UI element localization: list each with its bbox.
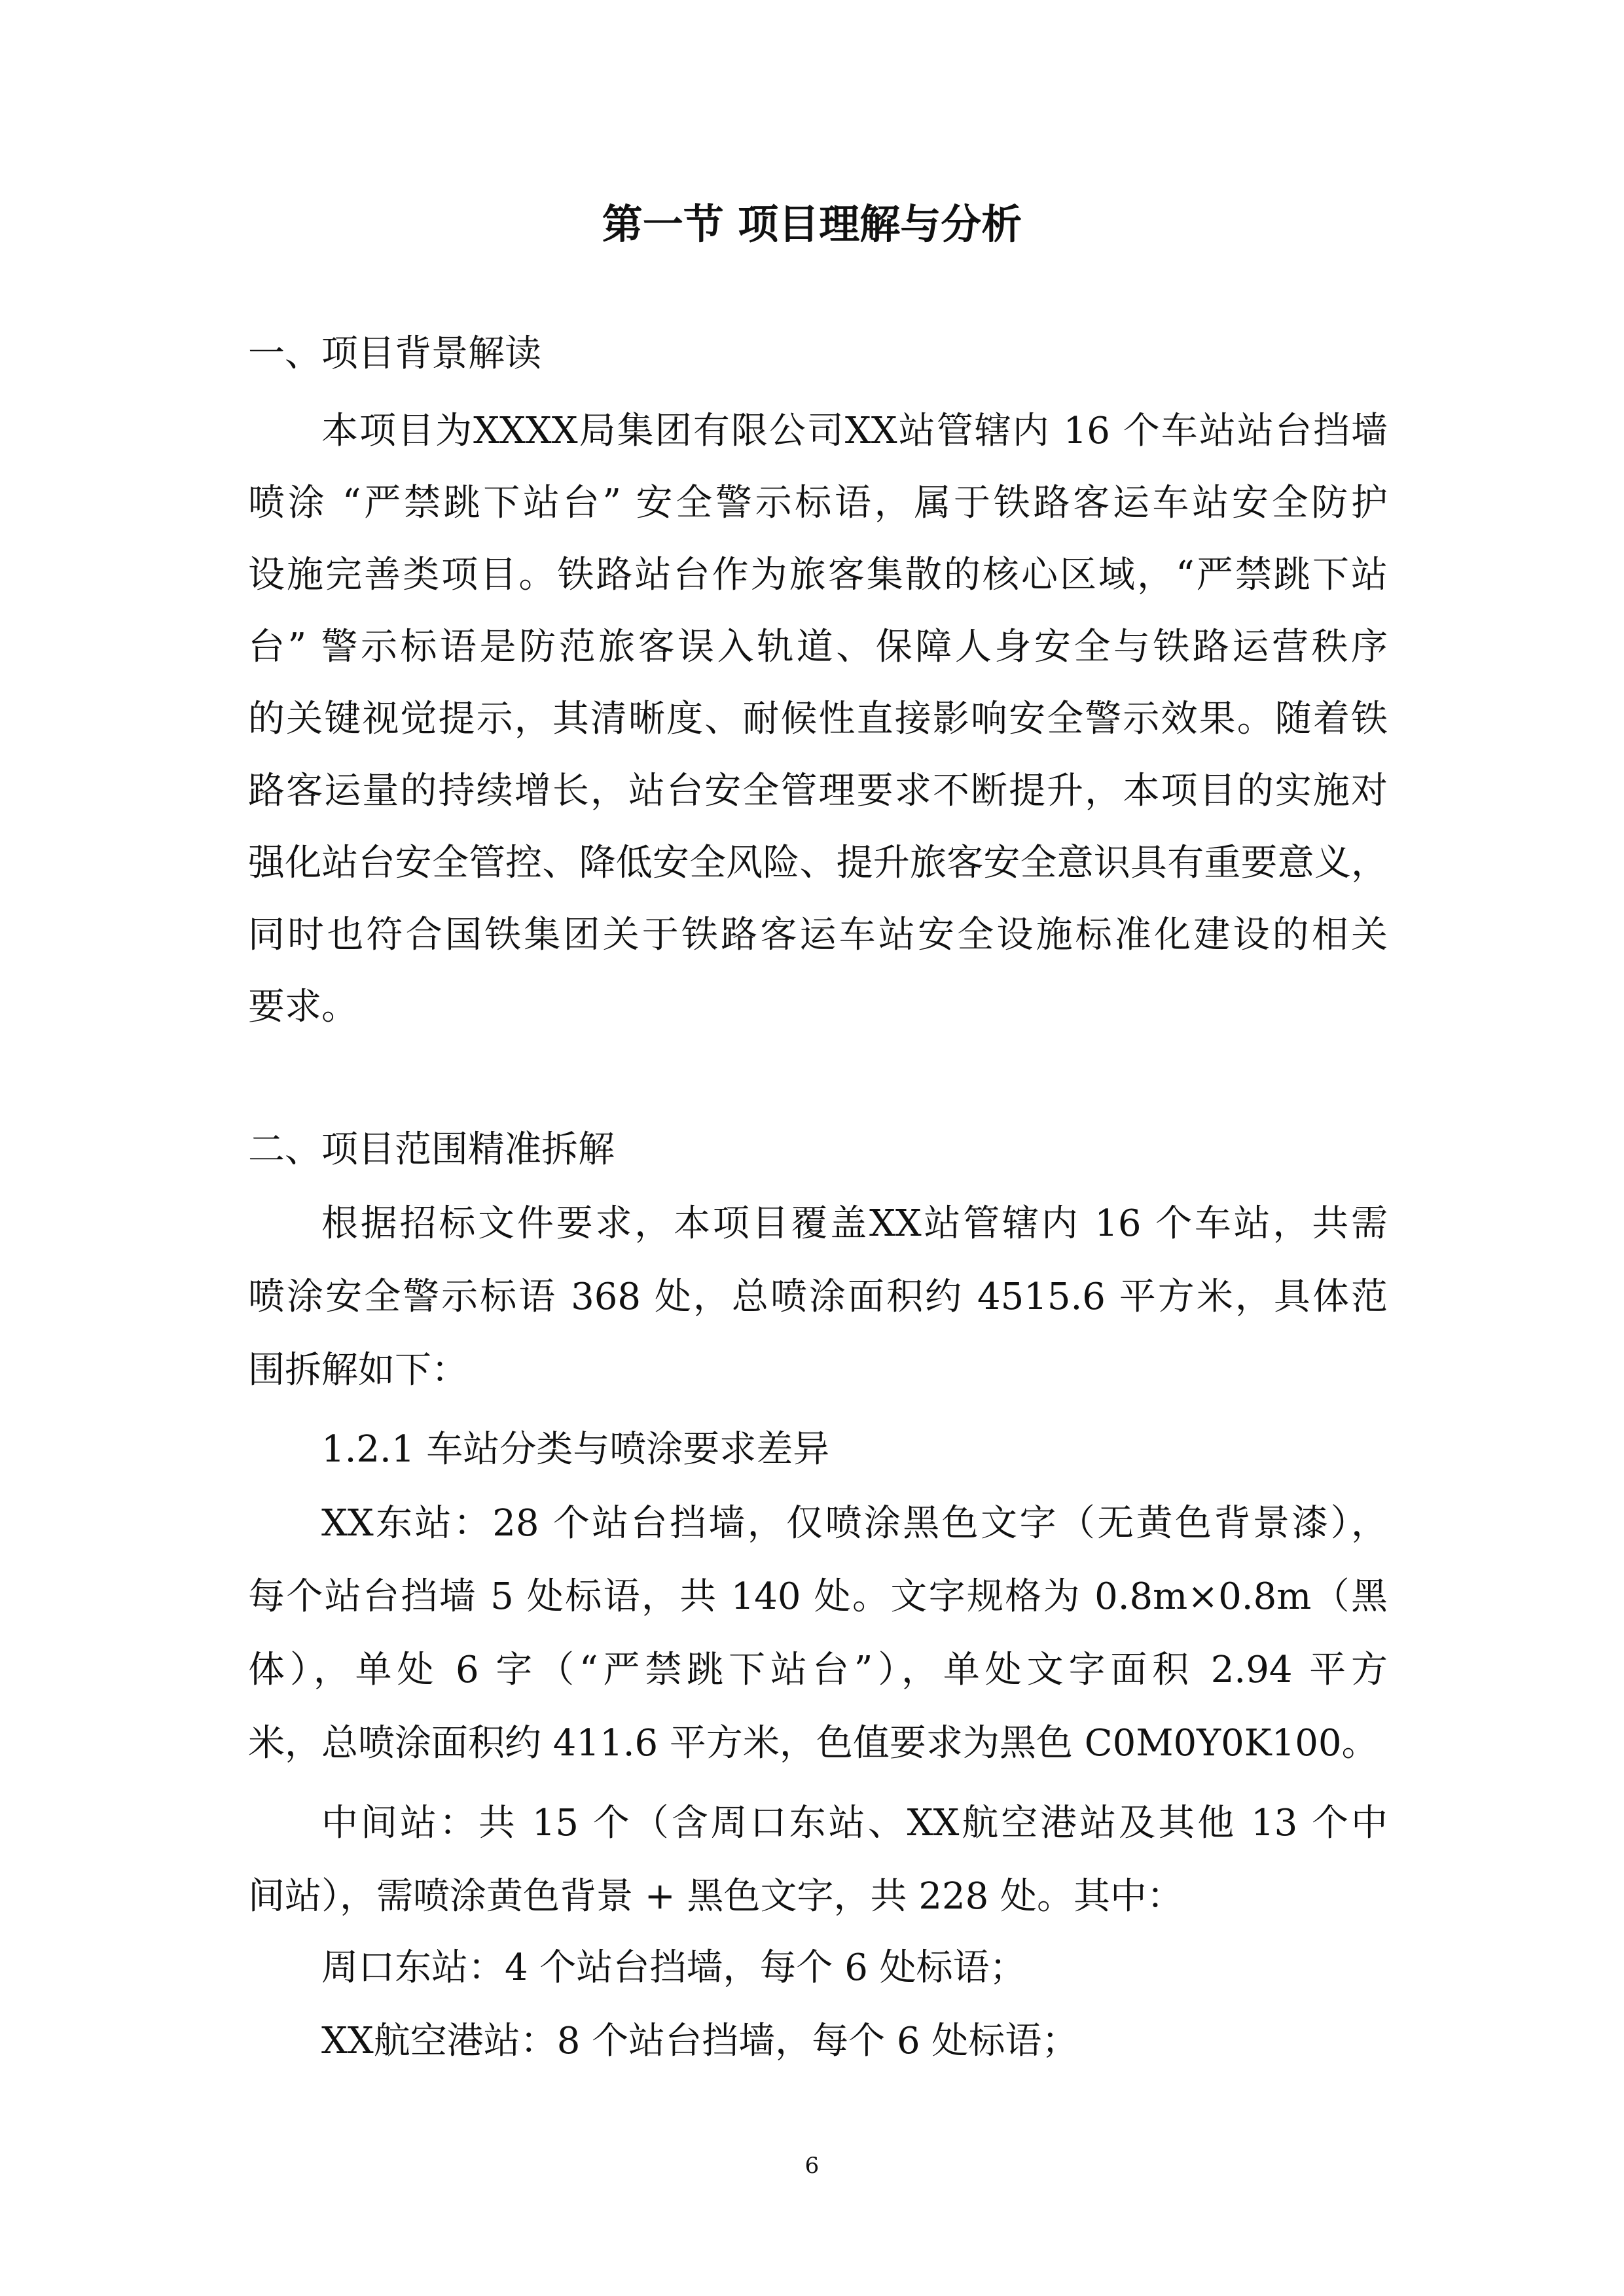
section-1-heading xyxy=(248,317,1388,391)
paragraph-line: 同时也符合国铁集团关于铁路客运车站安全设施标准化建设的相关 xyxy=(248,914,1388,956)
paragraph-line: 围拆解如下： xyxy=(248,1349,468,1391)
background-paragraph xyxy=(248,395,1388,1043)
scope-intro-paragraph xyxy=(248,1187,1388,1407)
subsection-heading xyxy=(248,1413,1388,1486)
middle-station-paragraph xyxy=(248,1787,1388,1933)
east-station-paragraph xyxy=(248,1487,1388,1780)
paragraph-line: 的关键视觉提示，其清晰度、耐候性直接影响安全警示效果。随着铁 xyxy=(248,698,1388,740)
zhoukou-station-paragraph xyxy=(248,1931,1388,2005)
paragraph-line: 路客运量的持续增长，站台安全管理要求不断提升，本项目的实施对 xyxy=(248,770,1388,812)
paragraph-line: 根据招标文件要求，本项目覆盖XX站管辖内 16 个车站，共需 xyxy=(321,1202,1388,1245)
paragraph-line: 设施完善类项目。铁路站台作为旅客集散的核心区域，“严禁跳下站 xyxy=(248,554,1388,596)
subheading-text: 1.2.1 车站分类与喷涂要求差异 xyxy=(321,1428,830,1471)
airport-station-paragraph xyxy=(248,2005,1388,2078)
paragraph-line: 喷涂 “严禁跳下站台” 安全警示标语，属于铁路客运车站安全防护 xyxy=(248,482,1388,524)
paragraph-line: 每个站台挡墙 5 处标语，共 140 处。文字规格为 0.8m×0.8m（黑 xyxy=(248,1575,1388,1618)
heading-text: 二、项目范围精准拆解 xyxy=(248,1128,615,1171)
page-title: 第一节 项目理解与分析 xyxy=(602,200,1022,248)
paragraph-line: 本项目为XXXX局集团有限公司XX站管辖内 16 个车站站台挡墙 xyxy=(321,410,1388,452)
paragraph-line: 周口东站：4 个站台挡墙，每个 6 处标语； xyxy=(321,1946,1026,1989)
paragraph-line: 喷涂安全警示标语 368 处，总喷涂面积约 4515.6 平方米，具体范 xyxy=(248,1276,1388,1318)
paragraph-line: 要求。 xyxy=(248,986,358,1028)
paragraph-line: 米，总喷涂面积约 411.6 平方米，色值要求为黑色 C0M0Y0K100。 xyxy=(248,1722,1379,1765)
paragraph-line: 强化站台安全管控、降低安全风险、提升旅客安全意识具有重要意义， xyxy=(248,842,1388,884)
paragraph-line: 间站），需喷涂黄色背景 + 黑色文字，共 228 处。其中： xyxy=(248,1875,1184,1918)
paragraph-line: 台” 警示标语是防范旅客误入轨道、保障人身安全与铁路运营秩序 xyxy=(248,626,1388,668)
paragraph-line: XX航空港站：8 个站台挡墙，每个 6 处标语； xyxy=(321,2020,1079,2062)
paragraph-line: XX东站：28 个站台挡墙，仅喷涂黑色文字（无黄色背景漆）， xyxy=(321,1502,1388,1545)
page-number: 6 xyxy=(804,2153,820,2179)
heading-text: 一、项目背景解读 xyxy=(248,332,541,375)
section-2-heading xyxy=(248,1113,1388,1187)
paragraph-line: 体），单处 6 字（“严禁跳下站台”），单处文字面积 2.94 平方 xyxy=(248,1649,1388,1691)
paragraph-line: 中间站：共 15 个（含周口东站、XX航空港站及其他 13 个中 xyxy=(321,1802,1388,1844)
